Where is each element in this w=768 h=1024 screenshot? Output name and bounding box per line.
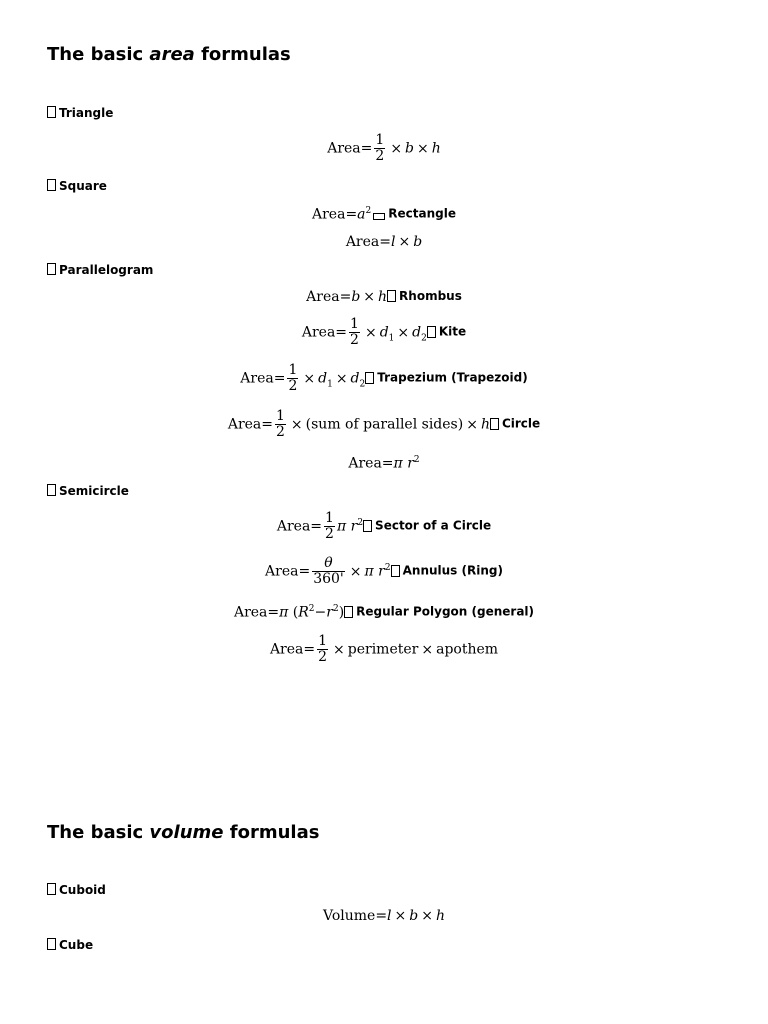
semicircle-formula: Area= $\frac{1}{2}$ π $r^2$ Sector of a Circle (276, 510, 492, 542)
sector-formula: Area= $\frac{\theta}{360'}$ × π $r^2$ Annulus (Ring) (265, 555, 503, 587)
missing-glyph-icon (365, 372, 374, 384)
missing-glyph-icon (373, 213, 385, 220)
missing-glyph-icon (47, 883, 56, 895)
label-semicircle: Semicircle (47, 484, 129, 498)
polygon-formula: Area= $\frac{1}{2}$ × perimeter × apothem (269, 633, 499, 665)
parallelogram-formula: Area=b × h Rhombus (306, 289, 462, 305)
missing-glyph-icon (427, 326, 436, 338)
missing-glyph-icon (387, 290, 396, 302)
trapezium-formula: Area= $\frac{1}{2}$ × (sum of parallel sides) × h Circle (227, 408, 541, 440)
kite-formula: Area= $\frac{1}{2}$ × $d_1 \times d_2$ Trapezium (Trapezoid) (240, 362, 528, 394)
volume-heading: The basic volume formulas (47, 822, 320, 843)
missing-glyph-icon (47, 106, 56, 118)
missing-glyph-icon (47, 179, 56, 191)
label-square: Square (47, 179, 107, 193)
label-cuboid: Cuboid (47, 883, 106, 897)
missing-glyph-icon (363, 520, 372, 532)
missing-glyph-icon (47, 938, 56, 950)
missing-glyph-icon (47, 484, 56, 496)
label-triangle: Triangle (47, 106, 113, 120)
missing-glyph-icon (344, 606, 353, 618)
area-heading: The basic area formulas (47, 44, 291, 65)
missing-glyph-icon (490, 418, 499, 430)
triangle-formula: Area= $\frac{1}{2}$ × b × h (327, 132, 441, 164)
label-parallelogram: Parallelogram (47, 263, 153, 277)
rhombus-formula: Area= $\frac{1}{2}$ × $d_1 \times d_2$ Kite (301, 316, 467, 348)
square-formula: $Area=a^2$ Rectangle (312, 206, 456, 223)
missing-glyph-icon (391, 565, 400, 577)
circle-formula: Area=π $r^2$ (348, 455, 420, 472)
cuboid-formula: Volume=l × b × h (323, 908, 445, 924)
rectangle-formula: Area=l × b (345, 234, 423, 250)
annulus-formula: Area=π $(R^2-r^2)$ Regular Polygon (general) (233, 604, 535, 621)
label-cube: Cube (47, 938, 93, 952)
missing-glyph-icon (47, 263, 56, 275)
